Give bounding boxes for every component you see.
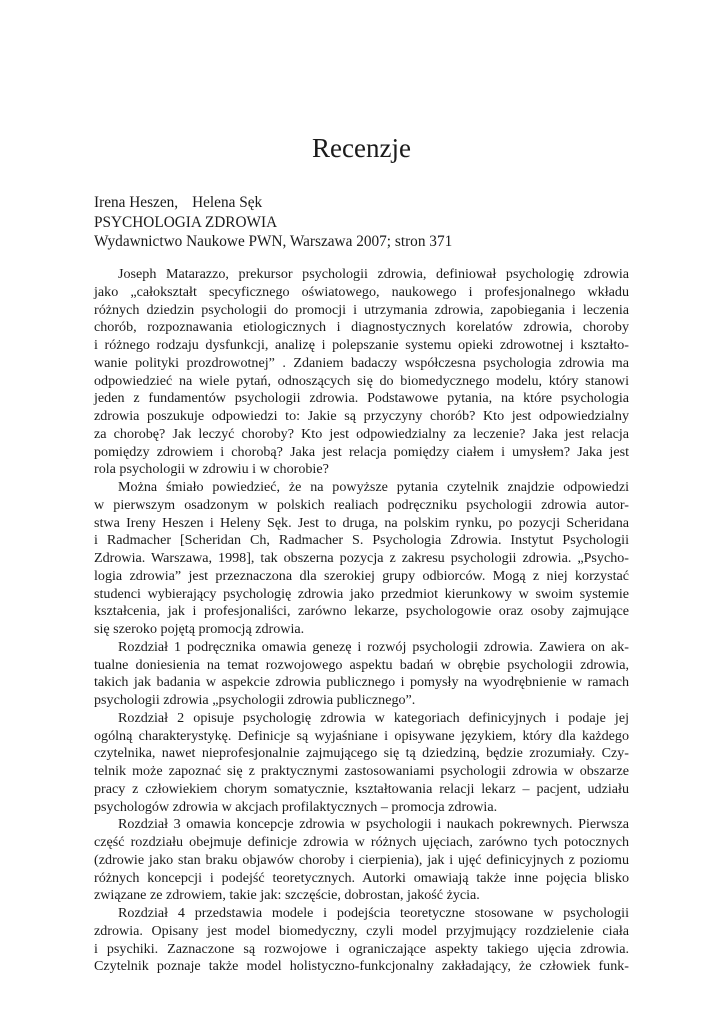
text-line: część rozdziału obejmuje definicje zdrowia w różnych ujęciach, zarówno tych potocznych <box>94 834 629 850</box>
text-line: psychologii zdrowia „psychologii zdrowia publicznego”. <box>94 692 416 708</box>
text-line: (zdrowie jako stan braku objawów choroby i cierpienia), jak i ujęć definicyjnych z poziomu <box>94 851 629 868</box>
publisher-info: Wydawnictwo Naukowe PWN, Warszawa 2007; stron 371 <box>94 233 453 250</box>
paragraph <box>94 816 629 905</box>
text-line: takich jak badania w aspekcie zdrowia publicznego i pomysły na wyodrębnienie w ramach <box>94 674 629 691</box>
text-line: kształcenia, jak i profesjonaliści, zarówno lekarze, psychologowie oraz osoby zajmujące <box>94 603 629 620</box>
text-line: zdrowia poszukuje odpowiedzi to: Jakie są przyczyny chorób? Kto jest odpowiedzialny <box>94 408 629 424</box>
text-line: Rozdział 1 podręcznika omawia genezę i rozwój psychologii zdrowia. Zawiera on ak- <box>118 638 629 655</box>
text-line: pracy z człowiekiem chorym somatycznie, kształtowania relacji lekarz – pacjent, udziału <box>94 780 629 797</box>
author-name: Helena Sęk <box>192 194 263 211</box>
author-name: Irena Heszen, <box>94 194 179 211</box>
text-line: i Radmacher [Scheridan Ch, Radmacher S. Psychologia Zdrowia. Instytut Psychologii <box>94 532 629 549</box>
text-line: jeden z fundamentów psychologii zdrowia. Podstawowe pytania, na które psychologia <box>94 390 629 407</box>
text-line: w pierwszym osadzonym w polskich realiach podręczniku psychologii zdrowia autor- <box>94 496 629 513</box>
section-title: Recenzje <box>312 133 411 163</box>
text-line: telnik może zapoznać się z praktycznymi zastosowaniami psychologii zdrowia w obszarze <box>94 763 629 779</box>
text-line: się szeroko pojętą promocją zdrowia. <box>94 621 305 637</box>
paragraph <box>94 639 629 710</box>
text-line: Joseph Matarazzo, prekursor psychologii zdrowia, definiował psychologię zdrowia <box>118 266 629 282</box>
book-title: PSYCHOLOGIA ZDROWIA <box>94 213 278 231</box>
text-line: związane ze zdrowiem, takie jak: szczęście, dobrostan, jakość życia. <box>94 887 480 904</box>
text-line: za chorobę? Jak leczyć choroby? Kto jest odpowiedzialny za leczenie? Jaka jest relacja <box>94 425 629 442</box>
paragraph <box>94 710 629 817</box>
paragraph <box>94 905 629 976</box>
text-line: Rozdział 2 opisuje psychologię zdrowia w kategoriach definicyjnych i podaje jej <box>118 709 629 726</box>
paragraph <box>94 479 629 639</box>
text-line: Rozdział 4 przedstawia modele i podejścia teoretyczne stosowane w psychologii <box>118 905 629 921</box>
text-line: studenci wybierający psychologię zdrowia jako przedmiot kierunkowy w swoim systemie <box>94 585 629 602</box>
text-line: i psychiki. Zaznaczone są rozwojowe i ograniczające aspekty takiego ujęcia zdrowia. <box>94 940 629 957</box>
text-line: stwa Ireny Heszen i Heleny Sęk. Jest to druga, na polskim rynku, po pozycji Scheridana <box>94 514 629 531</box>
text-line: Czytelnik poznaje także model holistyczno-funkcjonalny zakładający, że człowiek funk- <box>94 958 629 975</box>
text-line: różnych koncepcji i podejść teoretycznych. Autorki omawiają także inne pojęcia blisko <box>94 869 629 886</box>
text-line: pomiędzy zdrowiem i chorobą? Jaka jest relacja pomiędzy ciałem i umysłem? Jaka jest <box>94 443 629 460</box>
text-line: jako „całokształt specyficznego oświatowego, naukowego i profesjonalnego wkładu <box>94 283 629 300</box>
text-line: czytelnika, nawet nieprofesjonalnie zajmującego się tą dziedziną, będzie zrozumiały. Czy- <box>94 745 629 762</box>
authors-line <box>94 194 629 212</box>
review-body <box>94 266 629 976</box>
text-line: Rozdział 3 omawia koncepcje zdrowia w psychologii i naukach pokrewnych. Pierwsza <box>118 816 629 833</box>
text-line: rola psychologii w zdrowiu i w chorobie? <box>94 461 329 478</box>
text-line: wanie polityki prozdrowotnej” . Zdaniem badaczy współczesna psychologia zdrowia ma <box>94 354 629 371</box>
book-metadata <box>94 194 629 253</box>
text-line: Zdrowia. Warszawa, 1998], tak obszerna pozycja z zakresu psychologii zdrowia. „Psycho- <box>94 550 629 566</box>
text-line: ogólną charakterystykę. Definicje są wyjaśniane i opisywane językiem, który dla każdego <box>94 727 629 744</box>
text-line: Można śmiało powiedzieć, że na powyższe pytania czytelnik znajdzie odpowiedzi <box>118 479 629 495</box>
text-line: i różnego rodzaju dysfunkcji, analizę i polepszanie systemu opieki zdrowotnej i kształto- <box>94 337 629 353</box>
text-line: różnych dziedzin psychologii do promocji i utrzymania zdrowia, zapobiegania i leczenia <box>94 301 629 318</box>
text-line: logia zdrowia” jest przeznaczona dla szerokiej grupy odbiorców. Mogą z niej korzystać <box>94 567 629 584</box>
text-line: odpowiedzieć na wiele pytań, odnoszących się do biomedycznego modelu, który stanowi <box>94 372 629 389</box>
text-line: psychologów zdrowia w akcjach profilaktycznych – promocja zdrowia. <box>94 798 498 815</box>
text-line: zdrowia. Opisany jest model biomedyczny, czyli model przyjmujący rozdzielenie ciała <box>94 922 629 939</box>
text-line: tualne doniesienia na temat rozwojowego aspektu badań w obrębie psychologii zdrowia, <box>94 656 629 673</box>
text-line: chorób, rozpoznawania etiologicznych i diagnostycznych korelatów zdrowia, choroby <box>94 319 629 336</box>
paragraph <box>94 266 629 479</box>
